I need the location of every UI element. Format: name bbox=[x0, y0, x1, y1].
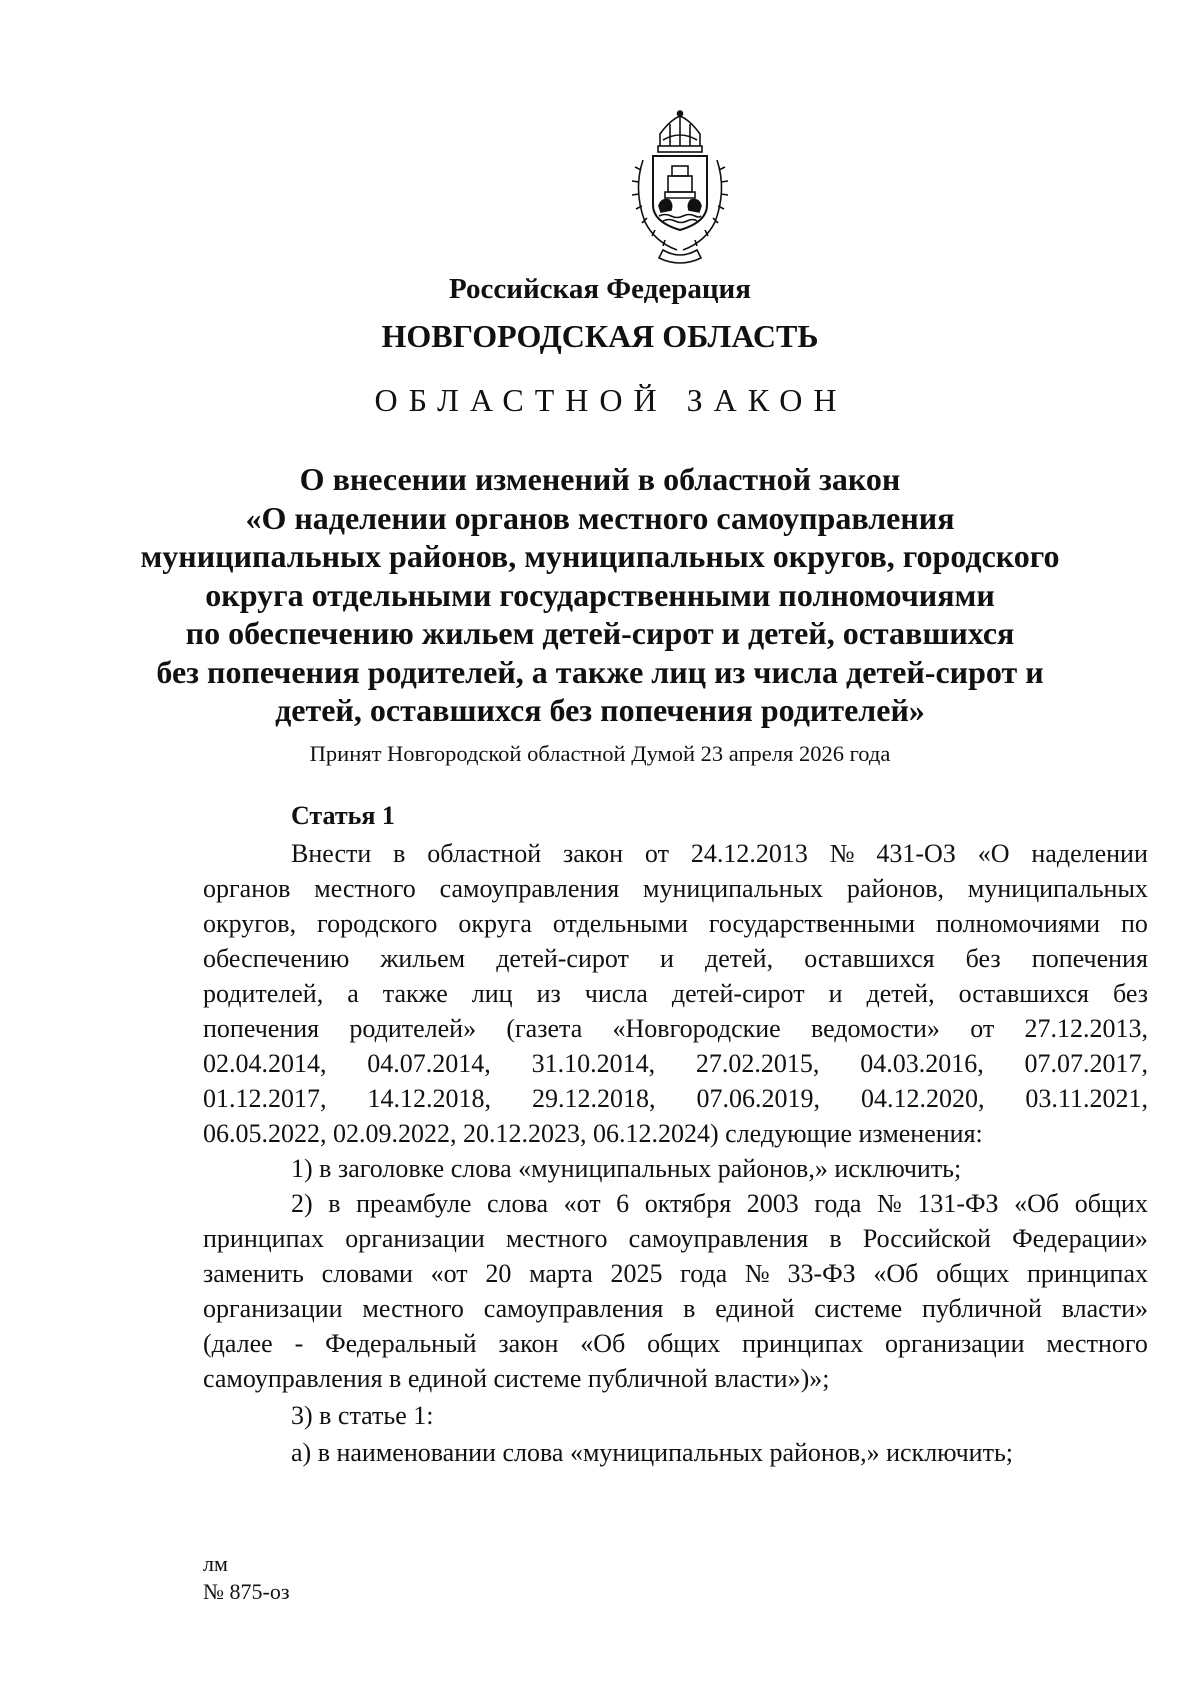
word: преамбуле bbox=[356, 1189, 472, 1218]
word: районов, bbox=[846, 874, 945, 903]
word: родителей» bbox=[349, 1014, 477, 1043]
paragraph-line bbox=[203, 1011, 1148, 1046]
word: октября bbox=[644, 1189, 732, 1218]
word: детей-сирот bbox=[671, 979, 805, 1008]
word: без bbox=[1112, 979, 1148, 1008]
word: 04.07.2014, bbox=[367, 1049, 491, 1078]
word: муниципальных bbox=[967, 874, 1148, 903]
word: закон bbox=[498, 1329, 559, 1358]
adoption-note: Принят Новгородской областной Думой 23 апреля 2026 года bbox=[309, 741, 891, 766]
article-intro-paragraph bbox=[203, 836, 1148, 1116]
word: публичной bbox=[921, 1294, 1042, 1323]
word: самоуправления bbox=[628, 1224, 809, 1253]
word: общих bbox=[647, 1329, 721, 1358]
word: по bbox=[1121, 909, 1148, 938]
law-title-line: О внесении изменений в областной закон bbox=[299, 461, 901, 497]
word: от bbox=[644, 839, 669, 868]
word: организации bbox=[345, 1224, 485, 1253]
word: местного bbox=[1046, 1329, 1148, 1358]
amendment-item-2-last-line: самоуправления в единой системе публичной власти»)»; bbox=[203, 1364, 830, 1393]
word: словами bbox=[321, 1259, 413, 1288]
word: организации bbox=[203, 1294, 343, 1323]
word: обеспечению bbox=[203, 944, 350, 973]
word: (газета bbox=[506, 1014, 583, 1043]
law-title-line: по обеспечению жильем детей-сирот и детей, оставшихся bbox=[185, 615, 1015, 651]
paragraph-line bbox=[203, 1291, 1148, 1326]
word: закон bbox=[563, 839, 624, 868]
word: 07.07.2017, bbox=[1024, 1049, 1148, 1078]
word: власти» bbox=[1061, 1294, 1148, 1323]
word: а bbox=[347, 979, 359, 1008]
word: жильем bbox=[380, 944, 466, 973]
paragraph-line bbox=[203, 1221, 1148, 1256]
word: органов bbox=[203, 874, 291, 903]
word: округов, bbox=[203, 909, 297, 938]
word: 07.06.2019, bbox=[696, 1084, 820, 1113]
footer-initials: лм bbox=[203, 1551, 228, 1576]
article-intro-last-line: 06.05.2022, 02.09.2022, 20.12.2023, 06.12.2024) следующие изменения: bbox=[203, 1119, 983, 1148]
paragraph-line bbox=[203, 1081, 1148, 1116]
word: организации bbox=[884, 1329, 1025, 1358]
law-title bbox=[0, 460, 1200, 730]
word: в bbox=[829, 1224, 842, 1253]
word: 29.12.2018, bbox=[531, 1084, 656, 1113]
word: 02.04.2014, bbox=[203, 1049, 327, 1078]
word: ведомости» bbox=[810, 1014, 940, 1043]
word: Федеральный bbox=[325, 1329, 477, 1358]
word: родителей, bbox=[203, 979, 324, 1008]
word: «Об bbox=[1014, 1189, 1060, 1218]
word: Федерации» bbox=[1012, 1224, 1148, 1253]
document-footer bbox=[203, 1550, 290, 1606]
word: года bbox=[680, 1259, 728, 1288]
word: общих bbox=[936, 1259, 1010, 1288]
word: Внести bbox=[291, 839, 372, 868]
word: оставшихся bbox=[958, 979, 1089, 1008]
word: 2025 bbox=[610, 1259, 663, 1288]
coat-of-arms-emblem bbox=[615, 110, 745, 270]
word: общих bbox=[1074, 1189, 1148, 1218]
word: системе bbox=[814, 1294, 903, 1323]
paragraph-line bbox=[203, 976, 1148, 1011]
word: округа bbox=[458, 909, 532, 938]
word: «Об bbox=[580, 1329, 626, 1358]
word: в bbox=[683, 1294, 696, 1323]
amendment-item-1: 1) в заголовке слова «муниципальных районов,» исключить; bbox=[291, 1154, 962, 1183]
word: от bbox=[970, 1014, 995, 1043]
word: 14.12.2018, bbox=[367, 1084, 491, 1113]
paragraph-line bbox=[203, 1326, 1148, 1361]
paragraph-line bbox=[203, 1256, 1148, 1291]
word: государственными bbox=[708, 909, 916, 938]
word: «О bbox=[977, 839, 1010, 868]
article-body bbox=[203, 836, 1148, 1470]
word: попечения bbox=[1031, 944, 1148, 973]
word: и bbox=[828, 979, 843, 1008]
word: «от bbox=[563, 1189, 601, 1218]
word: «от bbox=[430, 1259, 468, 1288]
word: принципах bbox=[742, 1329, 864, 1358]
paragraph-line bbox=[203, 836, 1148, 871]
word: детей, bbox=[705, 944, 774, 973]
law-type-heading: ОБЛАСТНОЙ ЗАКОН bbox=[374, 382, 848, 418]
word: марта bbox=[529, 1259, 593, 1288]
word: муниципальных bbox=[643, 874, 824, 903]
word: года bbox=[814, 1189, 862, 1218]
word: 2) bbox=[291, 1189, 313, 1218]
paragraph-line bbox=[203, 1186, 1148, 1221]
word: попечения bbox=[203, 1014, 320, 1043]
word: 27.12.2013, bbox=[1024, 1014, 1148, 1043]
word: из bbox=[536, 979, 561, 1008]
word: лиц bbox=[471, 979, 513, 1008]
paragraph-line bbox=[203, 871, 1148, 906]
word: самоуправления bbox=[483, 1294, 664, 1323]
word: заменить bbox=[203, 1259, 304, 1288]
word: самоуправления bbox=[439, 874, 620, 903]
word: местного bbox=[314, 874, 416, 903]
word: детей-сирот bbox=[496, 944, 629, 973]
word: 6 bbox=[616, 1189, 630, 1218]
federation-name: Российская Федерация bbox=[449, 273, 751, 305]
word: 33-ФЗ bbox=[787, 1259, 856, 1288]
paragraph-line bbox=[203, 906, 1148, 941]
word: 04.12.2020, bbox=[860, 1084, 985, 1113]
word: 04.03.2016, bbox=[860, 1049, 984, 1078]
word: принципах bbox=[1026, 1259, 1148, 1288]
word: 27.02.2015, bbox=[695, 1049, 820, 1078]
word: также bbox=[382, 979, 448, 1008]
amendment-item-2 bbox=[203, 1186, 1148, 1361]
amendment-item-3a: а) в наименовании слова «муниципальных районов,» исключить; bbox=[291, 1438, 1014, 1467]
word: отдельными bbox=[552, 909, 688, 938]
paragraph-line bbox=[203, 941, 1148, 976]
word: принципах bbox=[203, 1224, 325, 1253]
law-title-line: детей, оставшихся без попечения родителей» bbox=[275, 692, 925, 728]
word: и bbox=[660, 944, 674, 973]
word: 01.12.2017, bbox=[203, 1084, 327, 1113]
word: областной bbox=[427, 839, 542, 868]
word: 24.12.2013 bbox=[690, 839, 808, 868]
word: 20 bbox=[485, 1259, 512, 1288]
word: слова bbox=[487, 1189, 549, 1218]
footer-law-number: № 875-оз bbox=[203, 1579, 290, 1604]
law-title-line: «О наделении органов местного самоуправления bbox=[245, 499, 955, 536]
word: в bbox=[328, 1189, 341, 1218]
word: детей, bbox=[866, 979, 935, 1008]
word: оставшихся bbox=[804, 944, 935, 973]
region-name: НОВГОРОДСКАЯ ОБЛАСТЬ bbox=[381, 318, 819, 354]
word: № bbox=[876, 1189, 902, 1218]
word: 431-ОЗ bbox=[876, 839, 956, 868]
word: местного bbox=[505, 1224, 608, 1253]
word: единой bbox=[715, 1294, 795, 1323]
word: - bbox=[294, 1329, 304, 1358]
word: 03.11.2021, bbox=[1025, 1084, 1148, 1113]
word: 131-ФЗ bbox=[917, 1189, 999, 1218]
word: наделении bbox=[1031, 839, 1148, 868]
word: № bbox=[744, 1259, 770, 1288]
word: полномочиями bbox=[936, 909, 1101, 938]
word: «Новгородские bbox=[612, 1014, 781, 1043]
word: 31.10.2014, bbox=[531, 1049, 656, 1078]
word: городского bbox=[317, 909, 438, 938]
word: 2003 bbox=[746, 1189, 799, 1218]
word: в bbox=[393, 839, 406, 868]
law-title-line: без попечения родителей, а также лиц из числа детей-сирот и bbox=[156, 653, 1044, 690]
word: Российской bbox=[862, 1224, 991, 1253]
word: числа bbox=[584, 979, 648, 1008]
word: без bbox=[965, 944, 1001, 973]
law-title-line: муниципальных районов, муниципальных округов, городского bbox=[140, 538, 1060, 574]
word: «Об bbox=[873, 1259, 919, 1288]
amendment-item-3: 3) в статье 1: bbox=[291, 1401, 434, 1430]
word: местного bbox=[362, 1294, 464, 1323]
article-heading: Статья 1 bbox=[291, 801, 395, 830]
paragraph-line bbox=[203, 1046, 1148, 1081]
word: № bbox=[829, 839, 855, 868]
word: (далее bbox=[203, 1329, 273, 1358]
law-title-line: округа отдельными государственными полномочиями bbox=[205, 576, 995, 613]
